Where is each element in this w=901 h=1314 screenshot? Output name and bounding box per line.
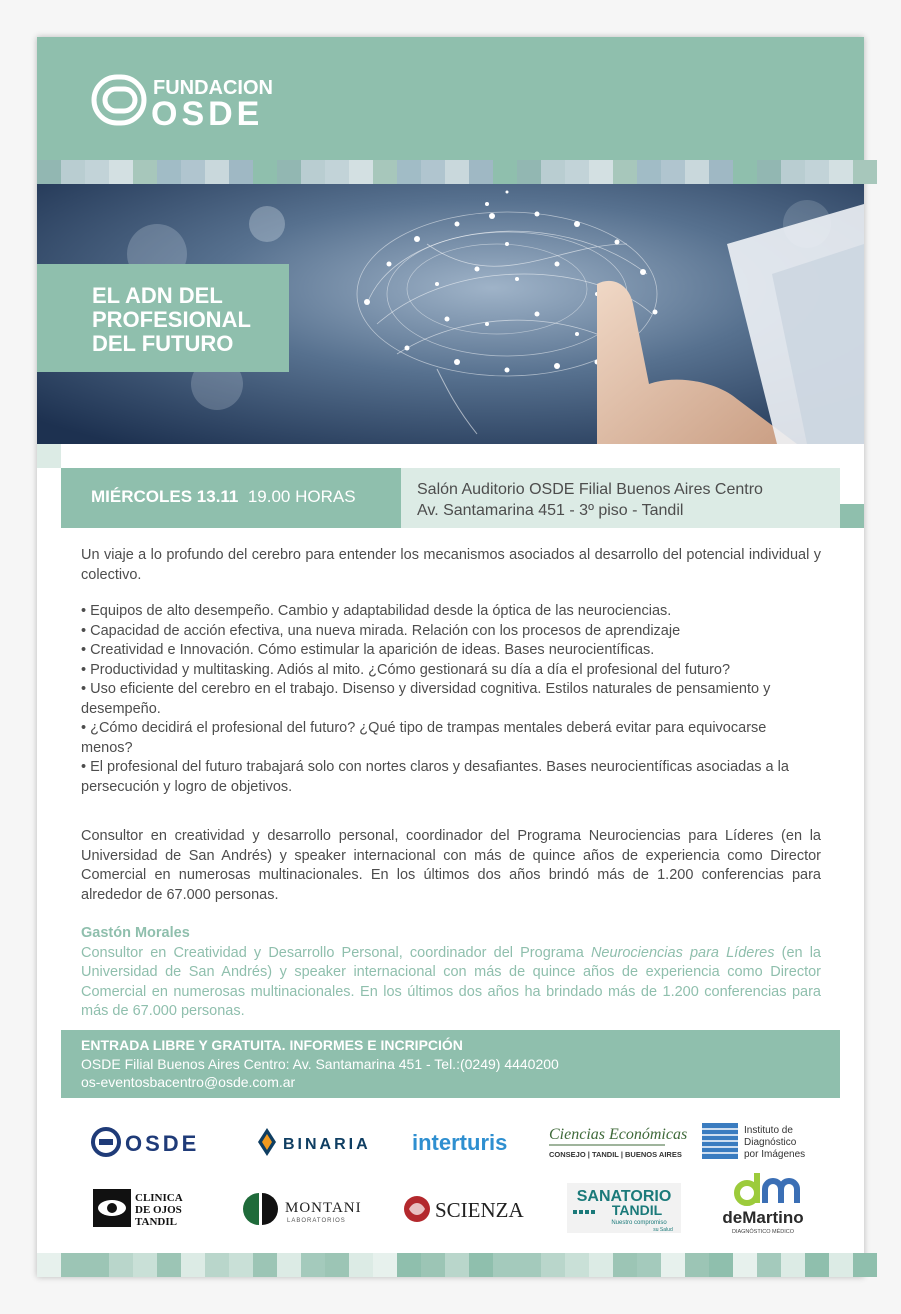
svg-text:TANDIL: TANDIL — [135, 1216, 177, 1228]
speaker-name: Gastón Morales — [81, 925, 190, 941]
tile — [61, 1253, 85, 1277]
speaker-program: Neurociencias para Líderes — [590, 944, 775, 961]
tile — [85, 1253, 109, 1277]
svg-text:CLINICA: CLINICA — [135, 1192, 183, 1204]
contact-email[interactable]: os-eventosbacentro@osde.com.ar — [81, 1074, 296, 1090]
top-tile-strip — [37, 160, 864, 184]
svg-text:BINARIA: BINARIA — [283, 1136, 371, 1153]
list-item: • ¿Cómo decidirá el profesional del futuro? ¿Qué tipo de trampas mentales deberá evitar para equivocarse menos? — [81, 720, 767, 756]
sponsor-interturis — [410, 1125, 522, 1159]
list-item: • Equipos de alto desempeño. Cambio y adaptabilidad desde la óptica de las neurociencias. — [81, 603, 672, 619]
topics-list — [81, 602, 821, 797]
tile — [733, 1253, 757, 1277]
svg-text:Instituto de: Instituto de — [744, 1125, 793, 1136]
tile — [205, 1253, 229, 1277]
hero-title-line1: EL ADN DEL — [92, 283, 223, 308]
svg-text:CONSEJO | TANDIL | BUENOS AIRE: CONSEJO | TANDIL | BUENOS AIRES — [549, 1150, 682, 1159]
svg-text:su Salud: su Salud — [653, 1227, 673, 1233]
tile — [709, 1253, 733, 1277]
header-band — [37, 37, 864, 160]
tile — [397, 160, 421, 184]
tile — [469, 1253, 493, 1277]
svg-text:Diagnóstico: Diagnóstico — [744, 1137, 797, 1148]
sponsor-ciencias-economicas — [547, 1119, 688, 1163]
sponsor-clinica-de-ojos — [91, 1187, 195, 1229]
tile — [637, 1253, 661, 1277]
bottom-tile-strip — [37, 1253, 864, 1277]
tile — [85, 160, 109, 184]
tile — [589, 1253, 613, 1277]
logo-text-osde: OSDE — [151, 95, 264, 133]
bio-paragraph: Consultor en creatividad y desarrollo personal, coordinador del Programa Neurociencias para Líderes (en la Universidad de San Andrés) y speaker internacional con más de quince años de experiencia como Director Comercial en numerosas multinacionales. En los últimos dos años brindó más de 1.200 conferencias para alrededor de 67.000 personas. — [81, 828, 821, 903]
list-item: • Capacidad de acción efectiva, una nueva mirada. Relación con los procesos de aprendizaje — [81, 622, 681, 639]
tile — [613, 160, 637, 184]
tile — [181, 160, 205, 184]
tile — [157, 160, 181, 184]
event-date: MIÉRCOLES 13.11 — [91, 487, 239, 506]
tile — [565, 1253, 589, 1277]
tile — [805, 1253, 829, 1277]
tile — [517, 1253, 541, 1277]
tile — [685, 160, 709, 184]
tile — [37, 1253, 61, 1277]
tile — [781, 160, 805, 184]
svg-text:SANATORIO: SANATORIO — [576, 1188, 672, 1205]
tile — [421, 160, 445, 184]
tile — [757, 1253, 781, 1277]
tile — [61, 160, 85, 184]
sponsor-instituto-diagnostico — [700, 1119, 816, 1163]
svg-text:TANDIL: TANDIL — [611, 1202, 663, 1218]
venue-name: Salón Auditorio OSDE Filial Buenos Aires Centro — [417, 481, 763, 498]
tile — [253, 1253, 277, 1277]
list-item: • El profesional del futuro trabajará solo con nortes claros y desafiantes. Bases neurocientíficas asociadas a la persecución y logro de objetivos. — [81, 759, 789, 795]
tile — [781, 1253, 805, 1277]
svg-text:MONTANI: MONTANI — [285, 1200, 362, 1216]
tile — [397, 1253, 421, 1277]
tile — [229, 1253, 253, 1277]
tile — [325, 1253, 349, 1277]
hero-title-line2: PROFESIONAL — [92, 307, 251, 332]
sponsor-montani — [229, 1189, 371, 1229]
tile — [445, 160, 469, 184]
tile — [445, 1253, 469, 1277]
tile — [661, 160, 685, 184]
speaker-desc-part: (en la Universidad de San Andrés) y speaker internacional con más de quince años de experiencia como Director Comercial en numerosas multinacionales. En los últimos dos años ha brindado más de 1.200 conferencias para más de 67.000 personas. — [81, 944, 821, 1019]
list-item: • Uso eficiente del cerebro en el trabajo. Disenso y diversidad cognitiva. Estilos naturales de pensamiento y desempeño. — [81, 681, 771, 717]
svg-text:DE OJOS: DE OJOS — [135, 1204, 182, 1216]
tile — [709, 160, 733, 184]
tile — [829, 1253, 853, 1277]
tile — [205, 160, 229, 184]
svg-text:interturis: interturis — [412, 1130, 508, 1155]
tile — [565, 160, 589, 184]
tile — [109, 1253, 133, 1277]
tile — [637, 160, 661, 184]
tile — [493, 1253, 517, 1277]
sponsor-binaria — [257, 1125, 383, 1159]
tile — [829, 160, 853, 184]
speaker-section — [81, 924, 821, 1022]
tile — [661, 1253, 685, 1277]
intro-paragraph: Un viaje a lo profundo del cerebro para entender los mecanismos asociados al desarrollo del potencial individual y colectivo. — [81, 547, 821, 583]
tile — [541, 1253, 565, 1277]
tile — [277, 1253, 301, 1277]
date-band — [61, 468, 401, 528]
venue-address: Av. Santamarina 451 - 3º piso - Tandil — [417, 502, 684, 519]
list-item: • Productividad y multitasking. Adiós al mito. ¿Cómo gestionará su día a día el profesional del futuro? — [81, 661, 731, 678]
tile — [805, 160, 829, 184]
svg-text:Nuestro compromiso: Nuestro compromiso — [611, 1220, 667, 1226]
tile — [853, 1253, 877, 1277]
event-datetime — [91, 487, 356, 507]
sponsor-demartino — [711, 1169, 815, 1237]
tile — [325, 160, 349, 184]
decorative-square — [840, 504, 864, 528]
svg-text:deMartino: deMartino — [722, 1208, 804, 1227]
tile — [229, 160, 253, 184]
venue-band — [401, 468, 840, 528]
decorative-square — [37, 444, 61, 468]
tile — [733, 160, 757, 184]
tile — [253, 160, 277, 184]
tile — [181, 1253, 205, 1277]
tile — [133, 1253, 157, 1277]
tile — [469, 160, 493, 184]
speaker-description — [81, 944, 821, 1022]
tile — [133, 160, 157, 184]
svg-text:LABORATORIOS: LABORATORIOS — [287, 1218, 346, 1224]
svg-text:DIAGNÓSTICO MÉDICO: DIAGNÓSTICO MÉDICO — [731, 1229, 795, 1235]
event-time: 19.00 HORAS — [247, 487, 356, 506]
tile — [493, 160, 517, 184]
hero-title-line3: DEL FUTURO — [92, 331, 234, 356]
hero-title-box — [37, 264, 289, 372]
tile — [853, 160, 877, 184]
sponsor-scienza — [401, 1189, 527, 1229]
tile — [301, 160, 325, 184]
logo-text-fundacion: FUNDACION — [153, 77, 273, 99]
tile — [277, 160, 301, 184]
sponsor-sanatorio-tandil — [567, 1183, 681, 1233]
tile — [37, 160, 61, 184]
tile — [589, 160, 613, 184]
svg-text:OSDE: OSDE — [125, 1131, 200, 1156]
entry-info: ENTRADA LIBRE Y GRATUITA. INFORMES E INCRIPCIÓN — [81, 1037, 463, 1053]
tile — [421, 1253, 445, 1277]
tile — [109, 160, 133, 184]
tile — [349, 160, 373, 184]
contact-address: OSDE Filial Buenos Aires Centro: Av. Santamarina 451 - Tel.:(0249) 4440200 — [81, 1056, 559, 1072]
tile — [157, 1253, 181, 1277]
tile — [517, 160, 541, 184]
tile — [685, 1253, 709, 1277]
tile — [349, 1253, 373, 1277]
tile — [613, 1253, 637, 1277]
svg-text:Ciencias Económicas: Ciencias Económicas — [549, 1126, 688, 1143]
tile — [541, 160, 565, 184]
tile — [301, 1253, 325, 1277]
svg-text:por Imágenes: por Imágenes — [744, 1149, 806, 1160]
tile — [757, 160, 781, 184]
flyer — [37, 37, 864, 1277]
fundacion-osde-logo — [91, 73, 331, 133]
list-item: • Creatividad e Innovación. Cómo estimular la aparición de ideas. Bases neurocientíficas. — [81, 642, 655, 658]
speaker-desc-part: Consultor en Creatividad y Desarrollo Personal, coordinador del Programa — [81, 944, 591, 961]
tile — [373, 1253, 397, 1277]
tile — [373, 160, 397, 184]
sponsor-osde — [91, 1125, 217, 1159]
svg-text:SCIENZA: SCIENZA — [435, 1198, 524, 1222]
info-band — [61, 1030, 840, 1098]
